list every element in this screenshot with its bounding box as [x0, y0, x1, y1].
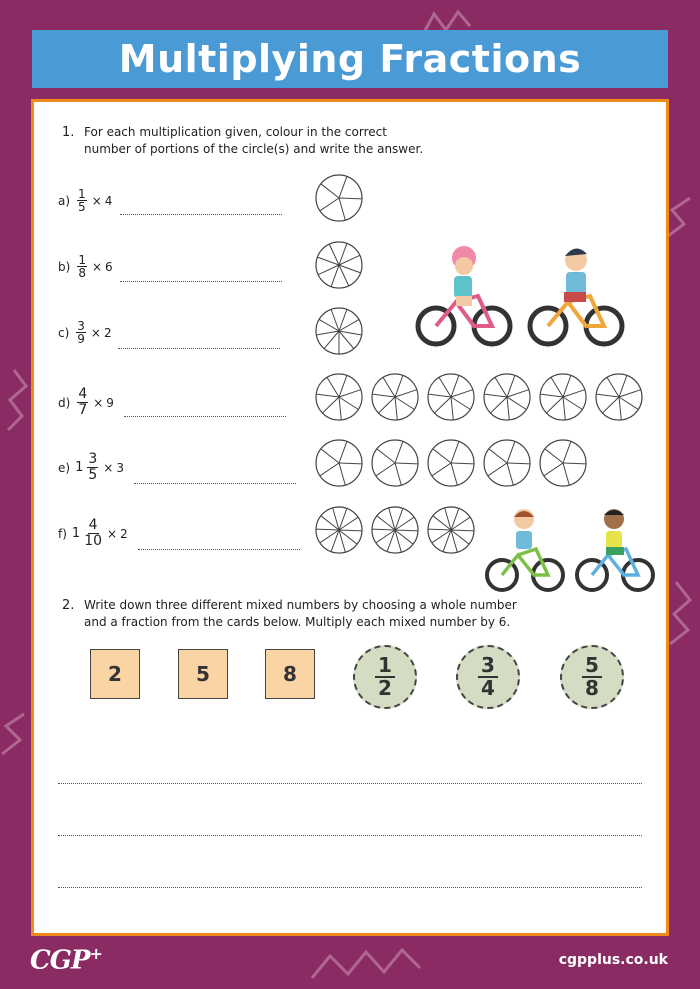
- denominator: 4: [481, 676, 495, 700]
- fraction-circle[interactable]: [370, 505, 420, 555]
- question-1-line-1: For each multiplication given, colour in the correct: [84, 125, 387, 139]
- denominator: 9: [77, 332, 85, 346]
- fraction: [77, 387, 88, 418]
- answer-line-b[interactable]: [120, 281, 282, 282]
- fraction-circle[interactable]: [314, 438, 364, 488]
- zigzag-decoration: [664, 190, 698, 240]
- answer-line-c[interactable]: [118, 348, 280, 349]
- answer-line-2[interactable]: [58, 835, 642, 836]
- fraction-circle[interactable]: [538, 372, 588, 422]
- denominator: 8: [78, 266, 86, 280]
- cgp-logo: [30, 944, 102, 976]
- multiplier: 9: [106, 395, 114, 410]
- title-banner: [32, 30, 668, 88]
- multiplier: 2: [103, 325, 112, 340]
- fraction-circle[interactable]: [370, 438, 420, 488]
- answer-line-1[interactable]: [58, 783, 642, 784]
- fraction-card[interactable]: [353, 645, 417, 709]
- multiplier: 4: [104, 193, 113, 208]
- multiplier: 6: [105, 259, 113, 274]
- denominator: 5: [88, 467, 98, 483]
- zigzag-decoration: [664, 570, 698, 650]
- fraction-circle[interactable]: [370, 372, 420, 422]
- circle-group-f: [314, 505, 476, 555]
- whole-number-card[interactable]: 8: [265, 649, 315, 699]
- fraction-circle[interactable]: [594, 372, 644, 422]
- times-sign: ×: [93, 395, 104, 410]
- part-d: [58, 387, 114, 418]
- numerator: 4: [88, 517, 98, 533]
- circle-group-c: [314, 306, 364, 356]
- question-2-number: 2.: [62, 598, 75, 613]
- number-cards: [58, 645, 648, 703]
- part-a: [58, 188, 112, 213]
- whole-number-card[interactable]: 5: [178, 649, 228, 699]
- part-f: [58, 518, 128, 549]
- numerator: 4: [78, 386, 88, 402]
- circle-group-a: [314, 173, 364, 223]
- multiplier: 3: [116, 460, 124, 475]
- numerator: 1: [375, 655, 395, 678]
- zigzag-decoration: [0, 710, 30, 760]
- fraction-circle[interactable]: [426, 372, 476, 422]
- whole-number: 1: [75, 460, 84, 475]
- question-1-number: 1.: [62, 125, 75, 140]
- part-e: [58, 452, 124, 483]
- numerator: 3: [77, 319, 85, 333]
- fraction-circle[interactable]: [426, 505, 476, 555]
- fraction: [77, 254, 87, 279]
- fraction-circle[interactable]: [314, 372, 364, 422]
- fraction-circle[interactable]: [538, 438, 588, 488]
- times-sign: ×: [90, 325, 101, 340]
- times-sign: ×: [91, 193, 102, 208]
- fraction: [87, 452, 98, 483]
- answer-line-d[interactable]: [124, 416, 286, 417]
- times-sign: ×: [103, 460, 114, 475]
- part-letter: a): [58, 193, 71, 208]
- part-letter: c): [58, 325, 70, 340]
- question-2-line-1: Write down three different mixed numbers by choosing a whole number: [84, 598, 517, 612]
- times-sign: ×: [91, 259, 103, 274]
- part-letter: f): [58, 526, 67, 541]
- answer-line-3[interactable]: [58, 887, 642, 888]
- numerator: 3: [88, 451, 98, 467]
- fraction-circle[interactable]: [482, 372, 532, 422]
- logo-plus: +: [89, 944, 102, 963]
- question-2-line-2: and a fraction from the cards below. Multiply each mixed number by 6.: [84, 615, 511, 629]
- fraction-circle[interactable]: [314, 505, 364, 555]
- whole-number: 1: [71, 526, 81, 541]
- question-1-text: [84, 124, 423, 158]
- answer-line-a[interactable]: [120, 214, 282, 215]
- times-sign: ×: [107, 526, 118, 541]
- part-letter: b): [58, 259, 71, 274]
- numerator: 5: [582, 655, 602, 678]
- logo-text: CGP: [30, 945, 90, 976]
- children-on-bicycles-icon: [482, 505, 658, 593]
- question-1-line-2: number of portions of the circle(s) and write the answer.: [84, 142, 424, 156]
- fraction-card[interactable]: [456, 645, 520, 709]
- fraction-circle[interactable]: [314, 306, 364, 356]
- fraction: [84, 518, 102, 549]
- whole-number-card[interactable]: 2: [90, 649, 140, 699]
- fraction: [77, 188, 87, 213]
- zigzag-decoration: [310, 944, 430, 984]
- part-letter: e): [58, 460, 71, 475]
- circle-group-e: [314, 438, 588, 488]
- fraction: [478, 655, 498, 699]
- circle-group-b: [314, 240, 364, 290]
- denominator: 7: [78, 402, 88, 418]
- part-c: [58, 320, 112, 345]
- numerator: 3: [478, 655, 498, 678]
- answer-line-f[interactable]: [138, 549, 300, 550]
- circle-group-d: [314, 372, 644, 422]
- fraction-card[interactable]: [560, 645, 624, 709]
- question-2-text: [84, 597, 517, 631]
- denominator: 2: [378, 676, 392, 700]
- page-title: Multiplying Fractions: [118, 37, 582, 81]
- fraction: [582, 655, 602, 699]
- answer-line-e[interactable]: [134, 483, 296, 484]
- fraction: [76, 320, 86, 345]
- multiplier: 2: [120, 526, 128, 541]
- site-url[interactable]: cgpplus.co.uk: [558, 952, 668, 968]
- fraction-circle[interactable]: [426, 438, 476, 488]
- part-letter: d): [58, 395, 71, 410]
- children-on-bicycles-icon: [412, 240, 632, 350]
- fraction-circle[interactable]: [314, 173, 364, 223]
- denominator: 8: [585, 676, 599, 700]
- part-b: [58, 254, 113, 279]
- fraction: [375, 655, 395, 699]
- denominator: 5: [78, 200, 86, 214]
- fraction-circle[interactable]: [482, 438, 532, 488]
- numerator: 1: [78, 253, 86, 267]
- fraction-circle[interactable]: [314, 240, 364, 290]
- denominator: 10: [84, 533, 103, 549]
- numerator: 1: [78, 187, 86, 201]
